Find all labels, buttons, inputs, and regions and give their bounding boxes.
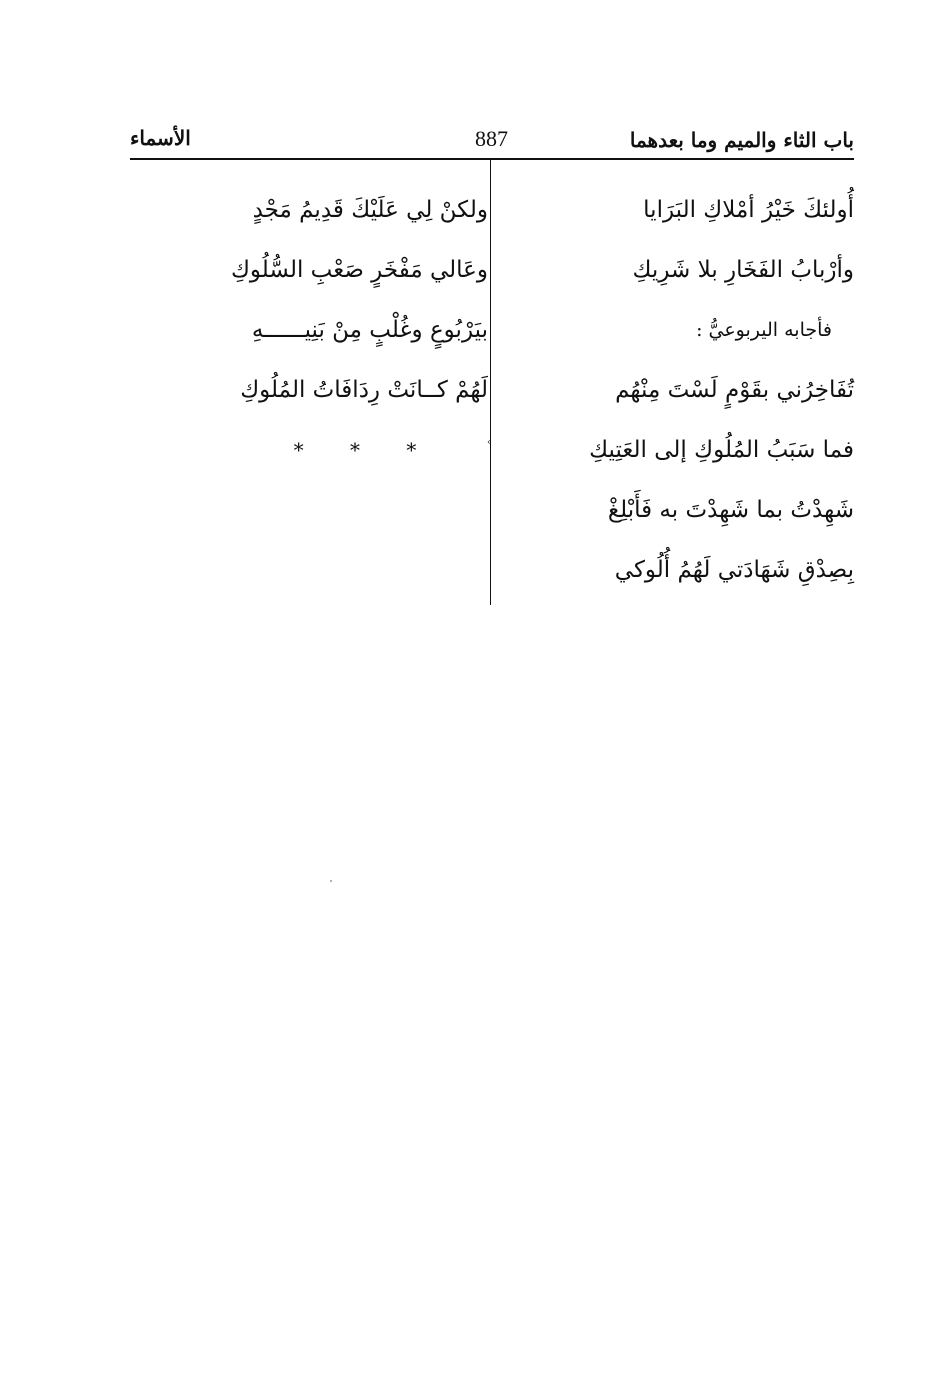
page-header <box>130 122 854 156</box>
section-separator: * * * <box>293 438 437 462</box>
verse-line: لَهُمْ كــانَتْ رِدَافَاتُ المُلُوكِ <box>240 377 488 403</box>
verse-line: وأرْبابُ الفَخَارِ بلا شَرِيكِ <box>632 257 854 283</box>
verse-line: أُولئكَ خَيْرُ أمْلاكِ البَرَايا <box>643 197 854 223</box>
verse-line: تُفَاخِرُني بقَوْمٍ لَسْتَ مِنْهُم <box>615 377 854 403</box>
header-divider <box>130 158 854 160</box>
margin-mark: ‹ <box>487 437 491 448</box>
column-divider <box>490 160 491 605</box>
verse-line: بِصِدْقِ شَهَادَتي لَهُمُ أُلُوكي <box>614 557 854 583</box>
page-number: 887 <box>475 126 508 151</box>
verse-line: ولكنْ لِي عَلَيْكَ قَدِيمُ مَجْدٍ <box>252 197 488 223</box>
verse-line: وعَالي مَفْخَرٍ صَعْبِ السُّلُوكِ <box>230 257 488 283</box>
chapter-title: باب الثاء والميم وما بعدهما <box>629 128 854 152</box>
narration-line: فأجابه اليربوعيُّ : <box>696 319 832 341</box>
print-speck <box>330 880 332 882</box>
left-column <box>132 185 488 485</box>
verse-line: فما سَبَبُ المُلُوكِ إلى العَتِيكِ <box>589 437 854 463</box>
verse-line: شَهِدْتُ بما شَهِدْتَ به فَأَبْلِغْ <box>607 497 854 523</box>
section-title: الأسماء <box>130 126 191 150</box>
right-column <box>504 185 854 605</box>
verse-line: بيَرْبُوعٍ وغُلْبٍ مِنْ بَنِيــــــهِ <box>251 317 488 343</box>
